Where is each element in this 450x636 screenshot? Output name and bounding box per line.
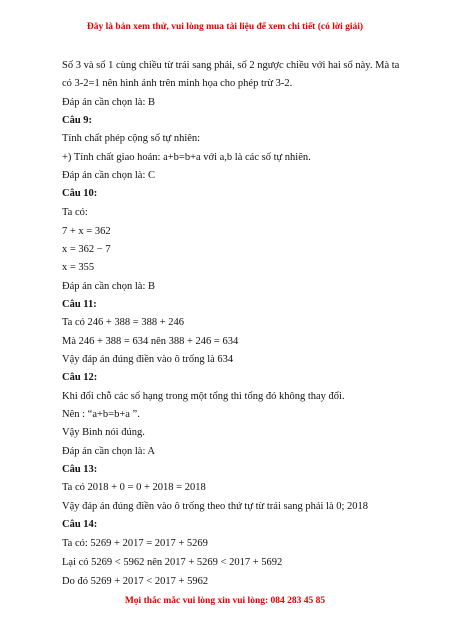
text-line: Ta có:	[62, 207, 88, 218]
question-heading: Câu 12:	[62, 372, 98, 383]
text-line: x = 362 − 7	[62, 244, 111, 255]
text-line: Đáp án cần chọn là: B	[62, 281, 156, 292]
question-heading: Câu 10:	[62, 188, 98, 199]
text-line: Ta có: 5269 + 2017 = 2017 + 5269	[62, 538, 208, 549]
text-line: Đáp án cần chọn là: C	[62, 170, 156, 181]
text-line: x = 355	[62, 262, 95, 273]
text-line: Vậy đáp án đúng điền vào ô trống theo thứ tự từ trái sang phải là 0; 2018	[62, 501, 369, 512]
text-line: 7 + x = 362	[62, 226, 111, 237]
question-heading: Câu 14:	[62, 519, 98, 530]
text-line: Đáp án cần chọn là: B	[62, 97, 156, 108]
text-line: Vậy Bình nói đúng.	[62, 427, 145, 438]
text-line: Đáp án cần chọn là: A	[62, 446, 156, 457]
text-line: Khi đổi chỗ các số hạng trong một tổng thì tổng đó không thay đổi.	[62, 391, 345, 402]
text-line: Lại có 5269 < 5962 nên 2017 + 5269 < 2017 + 5692	[62, 557, 283, 568]
header-banner: Đây là bản xem thử, vui lòng mua tài liệu để xem chi tiết (có lời giải)	[86, 22, 364, 32]
question-heading: Câu 9:	[62, 115, 93, 126]
text-line: Tính chất phép cộng số tự nhiên:	[62, 133, 201, 144]
text-line: Ta có 246 + 388 = 388 + 246	[62, 317, 185, 328]
text-line: Mà 246 + 388 = 634 nên 388 + 246 = 634	[62, 336, 239, 347]
text-line: Ta có 2018 + 0 = 0 + 2018 = 2018	[62, 482, 206, 493]
footer-banner: Mọi thắc mắc vui lòng xin vui lòng: 084 283 45 85	[124, 596, 326, 606]
question-heading: Câu 13:	[62, 464, 98, 475]
text-line: Nên : “a+b=b+a ”.	[62, 409, 140, 420]
text-line: Vậy đáp án đúng điền vào ô trống là 634	[62, 354, 234, 365]
text-line: Do đó 5269 + 2017 < 2017 + 5962	[62, 576, 209, 587]
text-line: +) Tính chất giao hoán: a+b=b+a với a,b là các số tự nhiên.	[62, 152, 311, 163]
text-line: có 3-2=1 nên hình ảnh trên minh họa cho phép trừ 3-2.	[62, 78, 293, 89]
text-line: Số 3 và số 1 cùng chiều từ trái sang phải, số 2 ngược chiều với hai số này. Mà ta	[62, 60, 400, 71]
question-heading: Câu 11:	[62, 299, 97, 310]
